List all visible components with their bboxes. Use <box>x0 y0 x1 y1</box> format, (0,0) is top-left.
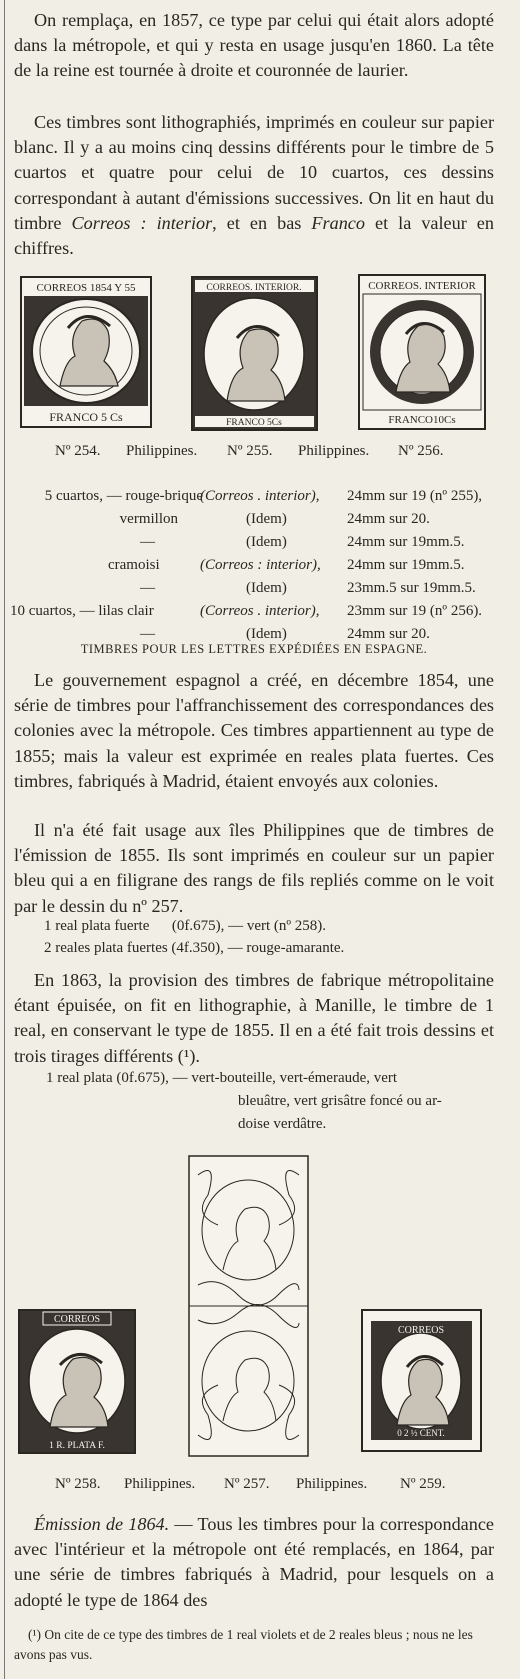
paragraph-6-italic-title: Émission de 1864. <box>34 1514 170 1534</box>
stamp-255-bottom-text: FRANCO 5Cs <box>226 418 282 428</box>
list2-row-2: 2 reales plata fuertes (4f.350), — rouge-amarante. <box>44 940 345 956</box>
paragraph-4: Il n'a été fait usage aux îles Philippines que de timbres de l'émission de 1855. Ils sont imprimés en couleur sur un papier bleu qui a en filigrane des rangs de fils repliés comme on le voit par le dessin du nº 257. <box>14 820 494 916</box>
section-heading: TIMBRES POUR LES LETTRES EXPÉDIÉES EN ESPAGNE. <box>80 642 428 656</box>
caption-258-number: Nº 258. <box>55 1476 101 1492</box>
stamp-257-watermark <box>188 1155 309 1457</box>
caption-257-number: Nº 257. <box>224 1476 270 1492</box>
list1-row-5-size: 23mm.5 sur 19mm.5. <box>347 580 476 596</box>
footnote: (¹) On cite de ce type des timbres de 1 real violets et de 2 reales bleus ; nous ne les avons pas vus. <box>14 1627 473 1662</box>
stamp-255-top-text: CORREOS. INTERIOR. <box>206 283 302 293</box>
list1-row-1-size: 24mm sur 19 (nº 255), <box>347 488 483 504</box>
list1-row-2-size: 24mm sur 20. <box>347 511 430 527</box>
list1-row-7-name: (Idem) <box>246 626 287 642</box>
stamp-256-top-text: CORREOS. INTERIOR <box>368 280 476 292</box>
stamp-257-image <box>188 1155 309 1457</box>
caption-259-number: Nº 259. <box>400 1476 446 1492</box>
caption-258-country: Philippines. <box>124 1476 196 1492</box>
stamp-256-image <box>358 274 486 430</box>
list1-row-4-name: (Correos : interior), <box>200 557 321 573</box>
paragraph-2-italic-correos: Correos : interior <box>71 212 213 233</box>
paragraph-5: En 1863, la provision des timbres de fabrique métropolitaine étant épuisée, on fit en lithographie, à Manille, le timbre de 1 real, en conservant le type de 1855. Il en a été fait trois dessins et trois tirages différents (¹). <box>14 970 494 1066</box>
paragraph-2-italic-franco: Franco <box>311 212 365 233</box>
stamp-259-top-text: CORREOS <box>397 1325 445 1336</box>
caption-255-number: Nº 255. <box>227 443 273 459</box>
list1-row-7-label: — <box>140 626 155 642</box>
caption-256-number: Nº 256. <box>398 443 444 459</box>
stamp-258-bottom-text: 1 R. PLATA F. <box>49 1441 105 1451</box>
caption-254-country: Philippines. <box>126 443 198 459</box>
list1-row-3-name: (Idem) <box>246 534 287 550</box>
paragraph-2 <box>14 110 494 261</box>
stamp-259-bottom-text: 0 2 ½ CENT. <box>397 1428 445 1438</box>
caption-254-number: Nº 254. <box>55 443 101 459</box>
list1-row-6-label: 10 cuartos, — lilas clair <box>10 603 154 619</box>
paragraph-2-text-a: Ces timbres sont lithographiés, imprimés en couleur sur papier blanc. Il y a au moins cinq dessins différents pour le timbre de 5 cuartos et quatre pour celui de 10 cuartos, ces dessins correspondant à autant d'émissions successives. On lit en haut du timbre <box>14 112 494 233</box>
page-edge-rule <box>4 0 5 1679</box>
list1-row-4-size: 24mm sur 19mm.5. <box>347 557 465 573</box>
paragraph-2-text-e: et la valeur en chiffres. <box>14 212 494 259</box>
list3-row-3: doise verdâtre. <box>238 1116 327 1132</box>
list1-row-5-name: (Idem) <box>246 580 287 596</box>
stamp-254-top-text: CORREOS 1854 Y 55 <box>36 282 136 294</box>
list1-row-1-label: 5 cuartos, — rouge-brique <box>44 488 203 504</box>
list1-row-4-label: cramoisi <box>108 557 160 573</box>
paragraph-2-text-c: , et en bas <box>212 212 312 233</box>
stamp-255-image <box>191 276 318 431</box>
stamp-259-image <box>361 1309 482 1452</box>
stamp-254-image <box>20 276 152 428</box>
stamp-258-top-text: CORREOS <box>53 1314 101 1325</box>
list3-row-1: 1 real plata (0f.675), — vert-bouteille, vert-émeraude, vert <box>46 1070 398 1086</box>
list1-row-2-label: vermillon <box>119 511 178 527</box>
list1-row-1-name: (Correos . interior), <box>200 488 320 504</box>
caption-255-country: Philippines. <box>298 443 370 459</box>
stamp-254 <box>20 276 152 428</box>
stamp-259 <box>361 1309 482 1452</box>
list1-row-6-name: (Correos . interior), <box>200 603 320 619</box>
caption-257-country: Philippines. <box>296 1476 368 1492</box>
list1-row-7-size: 24mm sur 20. <box>347 626 430 642</box>
list1-row-5-label: — <box>140 580 155 596</box>
stamp-256-bottom-text: FRANCO10Cs <box>388 414 456 426</box>
list3-row-2: bleuâtre, vert grisâtre foncé ou ar- <box>238 1093 442 1109</box>
stamp-258-image <box>18 1309 136 1454</box>
stamp-254-bottom-text: FRANCO 5 Cs <box>49 410 123 424</box>
stamp-258 <box>18 1309 136 1454</box>
list1-row-6-size: 23mm sur 19 (nº 256). <box>347 603 483 619</box>
list1-row-2-name: (Idem) <box>246 511 287 527</box>
paragraph-1: On remplaça, en 1857, ce type par celui qui était alors adopté dans la métropole, et qui y resta en usage jusqu'en 1860. La tête de la reine est tournée à droite et couronnée de laurier. <box>14 10 494 81</box>
paragraph-6 <box>14 1512 494 1613</box>
list2-row-1: 1 real plata fuerte (0f.675), — vert (nº 258). <box>44 918 327 934</box>
stamp-256 <box>358 274 486 430</box>
stamp-255 <box>191 276 318 431</box>
paragraph-6-text: — Tous les timbres pour la correspondance avec l'intérieur et la métropole ont été remplacés, en 1864, par une série de timbres fabriqués à Madrid, pour lesquels on a adopté le type de 1864 des <box>14 1514 494 1610</box>
list1-row-3-size: 24mm sur 19mm.5. <box>347 534 465 550</box>
list1-row-3-label: — <box>140 534 155 550</box>
paragraph-3: Le gouvernement espagnol a créé, en décembre 1854, une série de timbres pour l'affranchissement des correspondances des colonies avec la métropole. Ces timbres appartiennent au type de 1855; mais la valeur est exprimée en reales plata fuertes. Ces timbres, fabriqués à Madrid, étaient envoyés aux colonies. <box>14 670 494 791</box>
